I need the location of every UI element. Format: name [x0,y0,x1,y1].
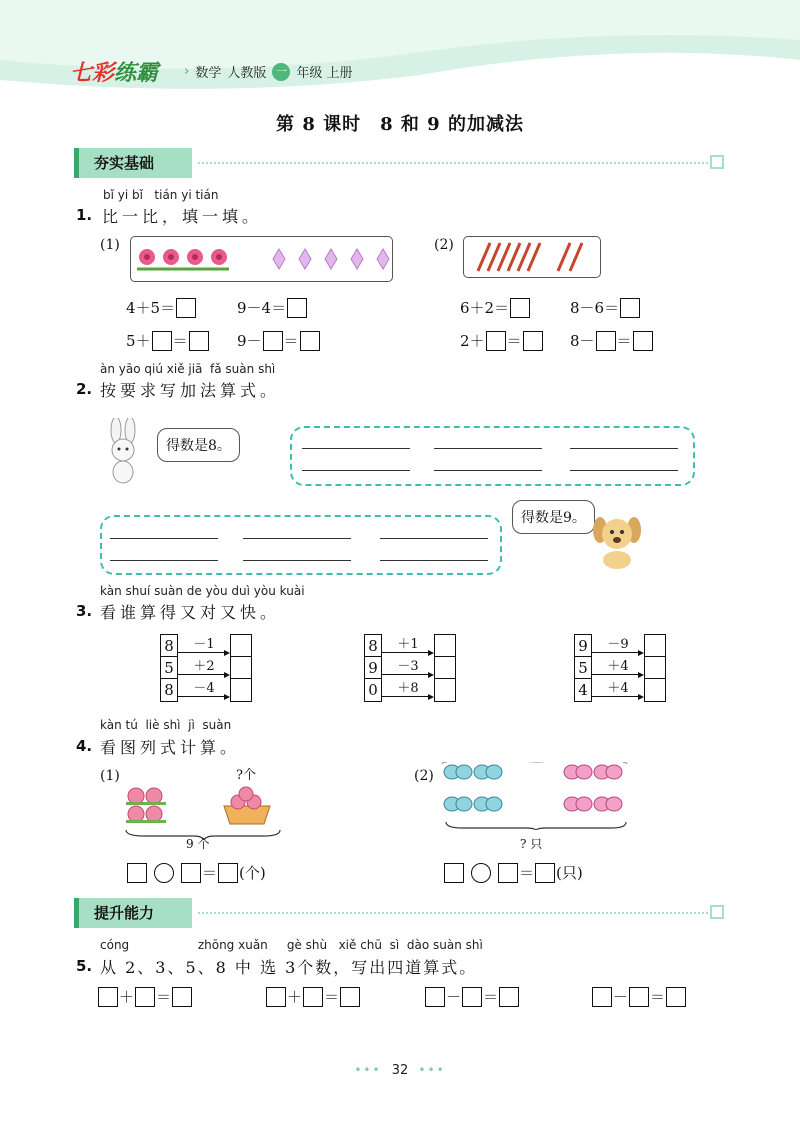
q4-text: 看图列式计算。 [100,738,241,757]
q1-text: 比一比，填一填。 [102,207,263,226]
answer-line[interactable] [380,538,488,539]
q1-equation: 6＋2＝ [460,297,530,318]
q1-stick-panel [463,236,601,278]
q4-equation: ＝ (只) [444,862,583,883]
q1-flower-panel [130,236,393,282]
answer-box[interactable] [98,987,118,1007]
answer-box[interactable] [629,987,649,1007]
operation-arrows: ＋1 －3 ＋8 [382,634,434,702]
q2-text: 按要求写加法算式。 [100,381,281,400]
q5-equation: － ＝ [425,986,519,1007]
answer-line[interactable] [434,470,542,471]
subject-label: 数学 [195,66,222,81]
q1-equation: 5＋ ＝ [126,330,209,351]
sticks-illustration [464,237,600,277]
answer-line[interactable] [110,560,218,561]
section-end-box [710,905,724,919]
section-header-basic: 夯实基础 [74,148,192,178]
answer-box[interactable] [218,863,238,883]
speech-bubble: 得数是8。 [157,428,240,462]
page-number: 32 [391,1063,409,1078]
q5-number: 5. [76,957,93,975]
butterfly-illustration [442,762,632,830]
answer-box[interactable] [135,987,155,1007]
answer-box[interactable] [300,331,320,351]
q4-part2-label: (2) [414,768,434,784]
answer-box[interactable] [266,987,286,1007]
q3-number: 3. [76,602,93,620]
grade-badge: 一 [272,63,290,81]
answer-box[interactable] [523,331,543,351]
start-numbers: 9 5 4 [574,634,592,702]
answer-box[interactable] [303,987,323,1007]
q3-text: 看谁算得又对又快。 [100,603,281,622]
answer-line[interactable] [302,470,410,471]
q1-equation: 9－ ＝ [237,330,320,351]
chevron-right-icon: › [184,64,190,79]
answer-area [290,426,695,486]
answer-line[interactable] [570,470,678,471]
answer-line[interactable] [434,448,542,449]
result-boxes[interactable] [644,634,666,702]
q1-equation: 4＋5＝ [126,297,196,318]
unknown-count-label: ? 只 [520,837,543,851]
operator-circle[interactable] [471,863,491,883]
answer-box[interactable] [499,987,519,1007]
q4-part1-label: (1) [100,768,120,784]
q4-number: 4. [76,737,93,755]
answer-box[interactable] [620,298,640,318]
page-footer [0,1063,800,1078]
q5-equation: ＋ ＝ [98,986,192,1007]
answer-line[interactable] [380,560,488,561]
answer-box[interactable] [462,987,482,1007]
q1-equation: 9－4＝ [237,297,307,318]
start-numbers: 8 5 8 [160,634,178,702]
answer-box[interactable] [592,987,612,1007]
calc-chain [574,634,666,702]
section-header-advanced: 提升能力 [74,898,192,928]
answer-box[interactable] [172,987,192,1007]
answer-box[interactable] [425,987,445,1007]
operator-circle[interactable] [154,863,174,883]
rabbit-illustration [100,418,146,484]
answer-line[interactable] [243,560,351,561]
edition-label: 人教版 [227,66,267,81]
dots-decoration: ••• [418,1063,446,1077]
q2-pinyin: àn yāo qiú xiě jiā fǎ suàn shì [100,362,276,376]
q4-pinyin: kàn tú liè shì jì suàn [100,718,232,732]
q5-pinyin: cóng zhōng xuǎn gè shù xiě chū sì dào suàn shì [100,938,483,952]
q1-equation: 2＋ ＝ [460,330,543,351]
operation-arrows: －1 ＋2 －4 [178,634,230,702]
answer-box[interactable] [176,298,196,318]
q1-pinyin: bǐ yi bǐ tián yi tián [103,188,219,202]
q5-equation: － ＝ [592,986,686,1007]
answer-box[interactable] [181,863,201,883]
answer-box[interactable] [340,987,360,1007]
puppy-illustration [592,510,642,570]
answer-line[interactable] [302,448,410,449]
result-boxes[interactable] [434,634,456,702]
calc-chain [364,634,456,702]
q1-equation: 8－6＝ [570,297,640,318]
grade-label: 年级 上册 [296,66,353,81]
answer-line[interactable] [570,448,678,449]
q3-pinyin: kàn shuí suàn de yòu duì yòu kuài [100,584,305,598]
header-breadcrumb [184,62,353,81]
operation-arrows: －9 ＋4 ＋4 [592,634,644,702]
q1-part2-label: (2) [434,237,454,253]
answer-box[interactable] [486,331,506,351]
q1-number: 1. [76,206,93,224]
answer-box[interactable] [287,298,307,318]
answer-box[interactable] [510,298,530,318]
q5-text: 从 2、3、5、8 中 选 3个数，写出四道算式。 [100,958,478,977]
answer-line[interactable] [243,538,351,539]
answer-area [100,515,502,575]
answer-box[interactable] [444,863,464,883]
q4-equation: ＝ (个) [127,862,266,883]
section-divider [198,912,708,914]
answer-box[interactable] [152,331,172,351]
total-label: 9 个 [186,837,210,851]
peach-illustration [124,780,284,832]
brand-logo: 七彩练霸 [70,61,159,86]
answer-box[interactable] [666,987,686,1007]
answer-box[interactable] [633,331,653,351]
calc-chain [160,634,252,702]
dots-decoration: ••• [354,1063,382,1077]
q5-equation: ＋ ＝ [266,986,360,1007]
answer-box[interactable] [498,863,518,883]
section-end-box [710,155,724,169]
q2-number: 2. [76,380,93,398]
start-numbers: 8 9 0 [364,634,382,702]
q1-equation: 8－ ＝ [570,330,653,351]
flower-illustration [131,237,391,281]
answer-line[interactable] [110,538,218,539]
lesson-title: 第 8 课时 8 和 9 的加减法 [276,114,524,135]
result-boxes[interactable] [230,634,252,702]
answer-box[interactable] [189,331,209,351]
answer-box[interactable] [127,863,147,883]
section-divider [198,162,708,164]
answer-box[interactable] [535,863,555,883]
speech-bubble: 得数是9。 [512,500,595,534]
unknown-count-label: ?个 [236,768,256,783]
answer-box[interactable] [263,331,283,351]
answer-box[interactable] [596,331,616,351]
q1-part1-label: (1) [100,237,120,253]
